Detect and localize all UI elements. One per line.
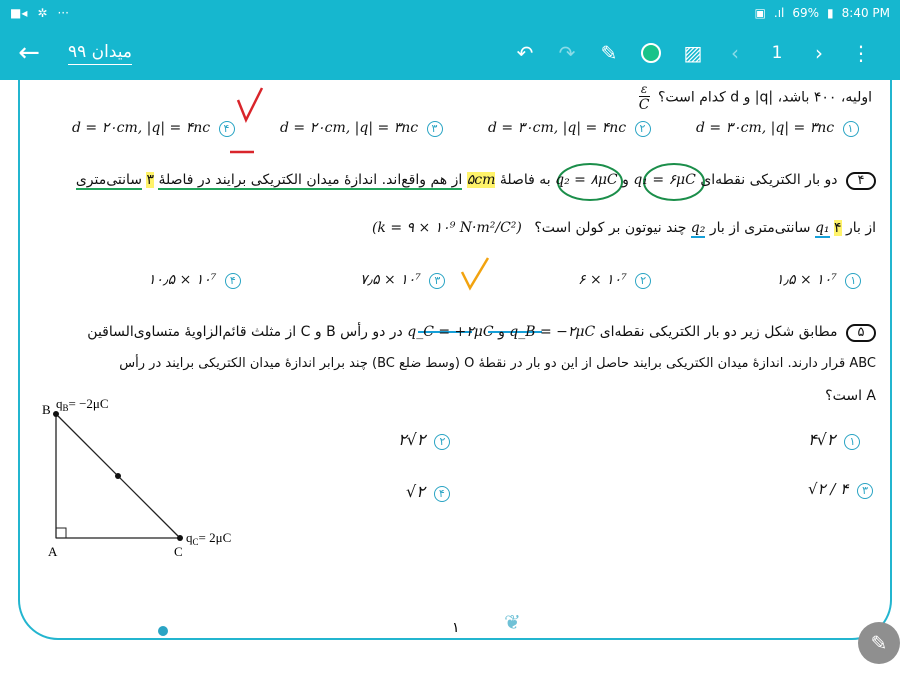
page-footer-number: ۱	[452, 620, 460, 636]
pen-icon[interactable]: ✎	[600, 41, 618, 65]
label-C: C	[174, 544, 183, 559]
more-dots-icon: ···	[57, 6, 69, 20]
orange-checkmark	[462, 258, 488, 288]
question-5-line-3: A است؟	[825, 388, 876, 404]
battery-icon: ▮	[827, 6, 834, 20]
option-1[interactable]: d = ۳۰cm, |q| = ۳nc ۱	[696, 120, 859, 137]
point-B	[53, 411, 59, 417]
label-B: B	[42, 402, 51, 417]
point-C	[177, 535, 183, 541]
question-4-line-2: از بار q₁ ۴ سانتی‌متری از بار q₂ چند نیوتون بر کولن است؟ (k = ۹ × ۱۰⁹ N·m²/C²)	[371, 220, 876, 236]
q5-option-2[interactable]: ۲√۲ ۲	[398, 430, 450, 450]
q5-option-1[interactable]: ۴√۲ ۱	[808, 430, 860, 450]
option-2[interactable]: d = ۳۰cm, |q| = ۴nc ۲	[488, 120, 651, 137]
label-A: A	[48, 544, 58, 559]
color-swatch-icon	[641, 43, 661, 63]
prev-question-tail: اولیه، ۴۰۰ باشد، |q| و d کدام است؟ $\frac{\varepsilon}{C}$	[638, 82, 872, 113]
image-icon[interactable]: ▨	[683, 41, 703, 65]
triangle-figure	[40, 392, 280, 562]
document-page	[18, 80, 892, 640]
point-O	[115, 473, 121, 479]
status-bar	[0, 0, 900, 26]
video-icon: ■◂	[10, 6, 28, 20]
app-bar	[0, 26, 900, 80]
edit-fab-button[interactable]	[858, 622, 900, 664]
document-title[interactable]: میدان ۹۹	[68, 42, 132, 65]
q4-option-3[interactable]: ۷٫۵ × ۱۰⁷ ۳	[360, 272, 445, 289]
question-5-line-2: ABC قرار دارند. اندازهٔ میدان الکتریکی برایند حاصل از این دو بار در نقطهٔ O (وسط ضلع BC) چند برابر اندازهٔ میدان الکتریکی برایند در رأس	[119, 356, 876, 371]
option-4[interactable]: d = ۲۰cm, |q| = ۴nc ۴	[72, 120, 235, 137]
fraction: $\frac{\varepsilon}{C}$	[638, 82, 650, 113]
q4-option-1[interactable]: ۱٫۵ × ۱۰⁷ ۱	[776, 272, 861, 289]
option-3[interactable]: d = ۲۰cm, |q| = ۳nc ۳	[280, 120, 443, 137]
red-checkmark	[238, 88, 262, 120]
leaf-ornament-icon: ❦	[504, 610, 521, 634]
clock: 8:40 PM	[841, 6, 890, 20]
question-5-line-1: ۵ مطابق شکل زیر دو بار الکتریکی نقطه‌ای q_B = −۲μC و q_C = +۲μC در دو رأس B و C از مثلث قائم‌الزاویهٔ متساوی‌الساقین	[87, 324, 876, 342]
pinwheel-icon: ✲	[37, 6, 48, 20]
q5-option-3[interactable]: √۲ / ۴ ۳	[808, 480, 873, 499]
question-4-line-1: ۴ دو بار الکتریکی نقطه‌ای q₁ = ۶μC و q₂ = ۸μC به فاصلهٔ ۵cm از هم واقع‌اند. اندازهٔ میدان الکتریکی برایند در فاصلهٔ ۳ سانتی‌متری	[76, 172, 876, 190]
question-number: ۵	[846, 324, 876, 342]
q4-option-2[interactable]: ۶ × ۱۰⁷ ۲	[578, 272, 651, 289]
q5-option-4[interactable]: √۲ ۴	[406, 482, 450, 502]
toolbar	[504, 26, 882, 80]
status-right	[755, 6, 890, 20]
color-picker-button[interactable]	[630, 26, 672, 80]
q4-option-4[interactable]: ۱۰٫۵ × ۱۰⁷ ۴	[148, 272, 241, 289]
page-number: 1	[771, 43, 783, 63]
battery-percent: 69%	[792, 6, 820, 20]
label-qC: $q_C= 2\mu C$	[186, 530, 232, 547]
undo-icon[interactable]: ↶	[516, 41, 534, 65]
overflow-menu-icon[interactable]: ⋮	[851, 41, 871, 65]
signal-icon: .ıl	[773, 6, 785, 20]
back-arrow-icon[interactable]: ←	[18, 38, 40, 68]
status-left-icons	[10, 6, 69, 20]
pencil-icon: ✎	[870, 631, 888, 655]
label-qB: $q_B= -2\mu C$	[56, 396, 109, 413]
question-number: ۴	[846, 172, 876, 190]
page-marker-left	[158, 626, 168, 636]
next-page-icon[interactable]: ›	[815, 41, 823, 65]
prev-page-icon[interactable]: ‹	[731, 41, 739, 65]
redo-icon[interactable]: ↷	[558, 41, 576, 65]
wifi-icon: ▣	[754, 6, 766, 20]
